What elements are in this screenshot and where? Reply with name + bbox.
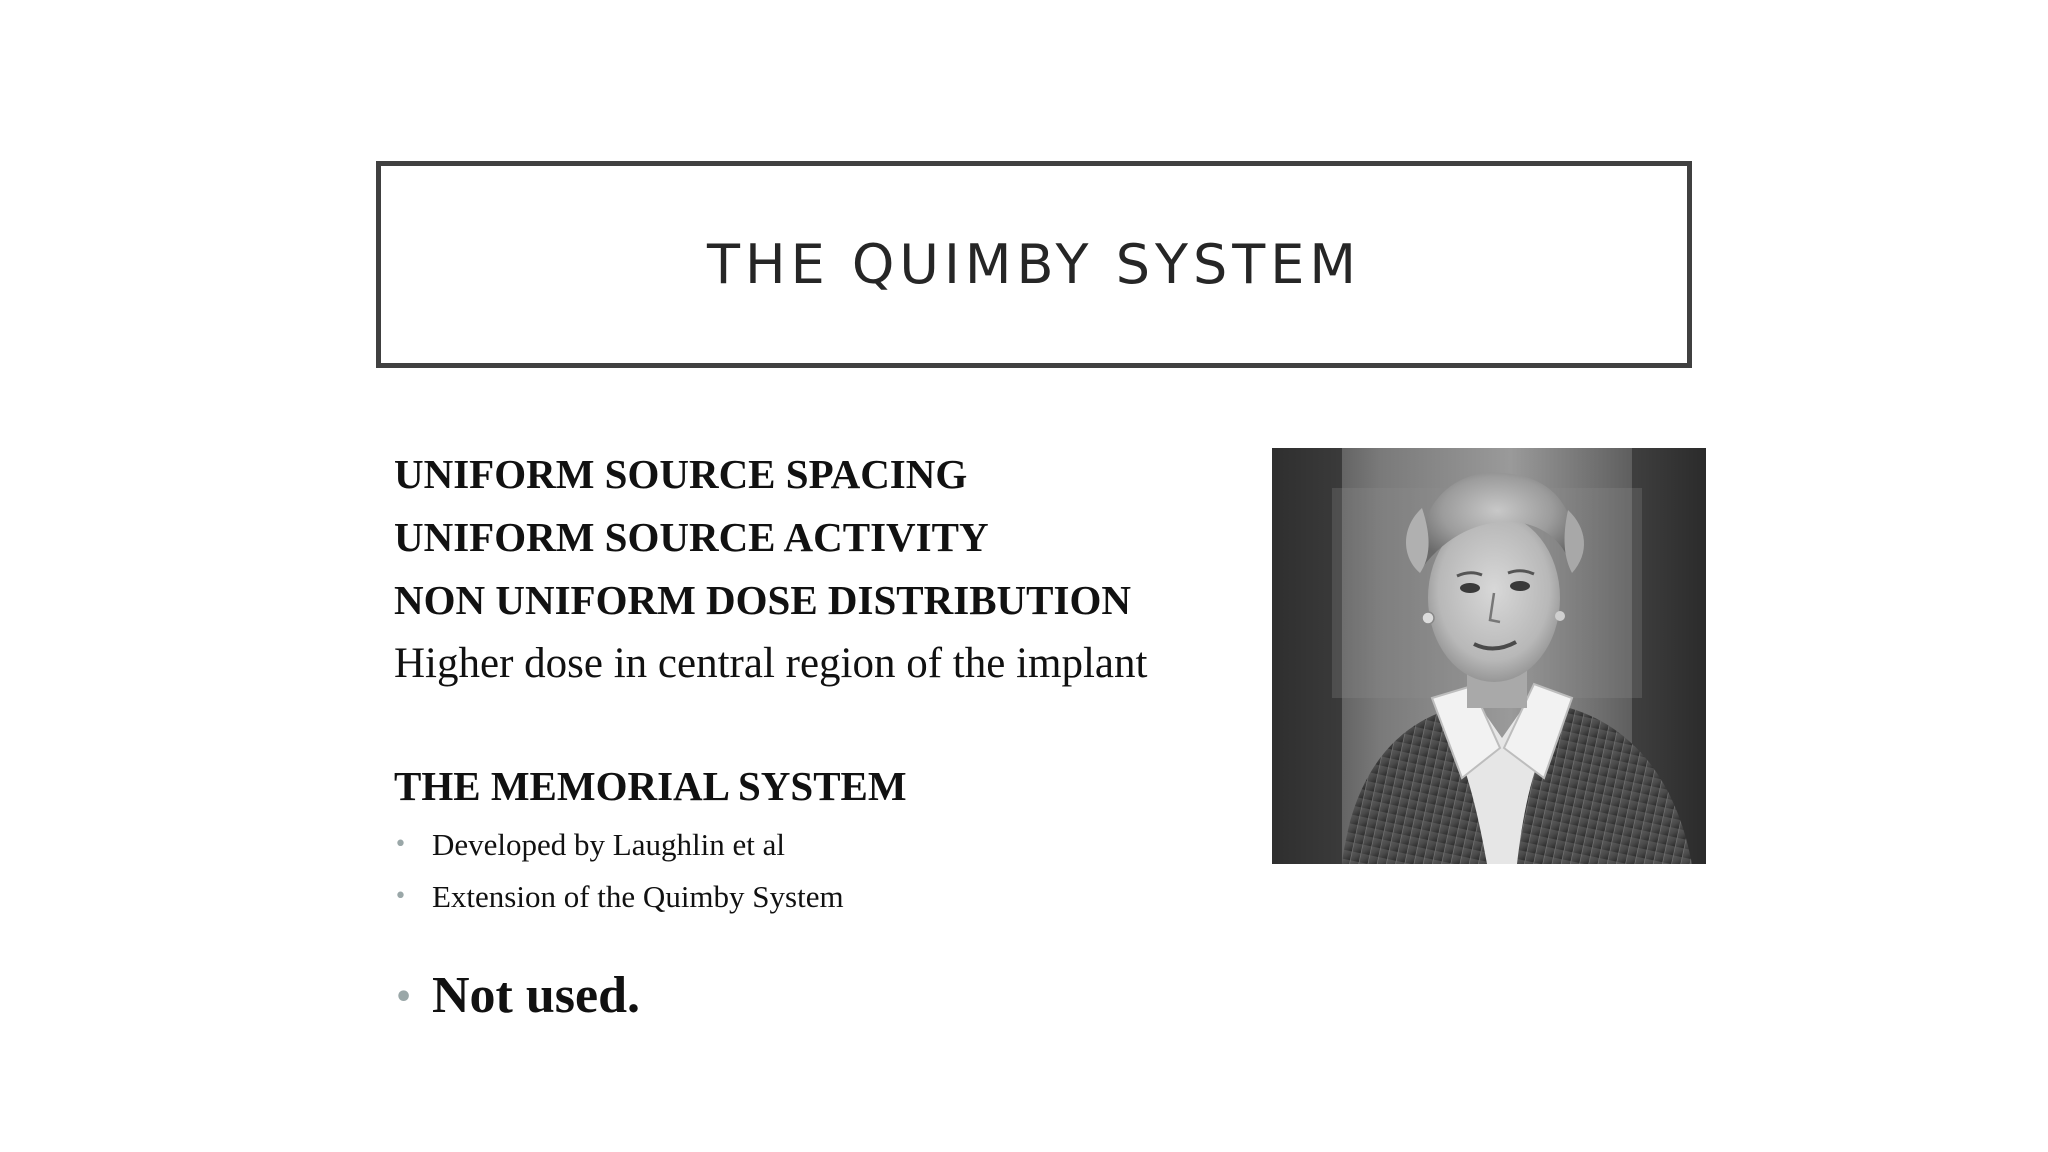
portrait-illustration — [1272, 448, 1706, 864]
dose-description: Higher dose in central region of the implant — [394, 640, 1148, 687]
status-text: Not used. — [432, 967, 641, 1024]
memorial-system-heading: THE MEMORIAL SYSTEM — [394, 763, 907, 809]
memorial-system-list — [394, 819, 1254, 923]
list-item-text: Developed by Laughlin et al — [432, 827, 785, 862]
portrait-photo — [1272, 448, 1706, 864]
characteristic-uniform-activity: UNIFORM SOURCE ACTIVITY — [394, 514, 989, 560]
characteristic-nonuniform-dose: NON UNIFORM DOSE DISTRIBUTION — [394, 577, 1131, 623]
slide-title: THE QUIMBY SYSTEM — [707, 233, 1361, 296]
bullet-icon: • — [394, 980, 414, 1015]
bullet-icon: • — [394, 884, 407, 909]
slide-content — [394, 443, 1254, 1029]
slide-title-box — [376, 161, 1692, 368]
list-item — [394, 871, 1254, 923]
list-item — [394, 819, 1254, 871]
bullet-icon: • — [394, 832, 407, 857]
status-bullet — [394, 963, 1254, 1029]
list-item-text: Extension of the Quimby System — [432, 879, 844, 914]
characteristic-uniform-spacing: UNIFORM SOURCE SPACING — [394, 451, 968, 497]
